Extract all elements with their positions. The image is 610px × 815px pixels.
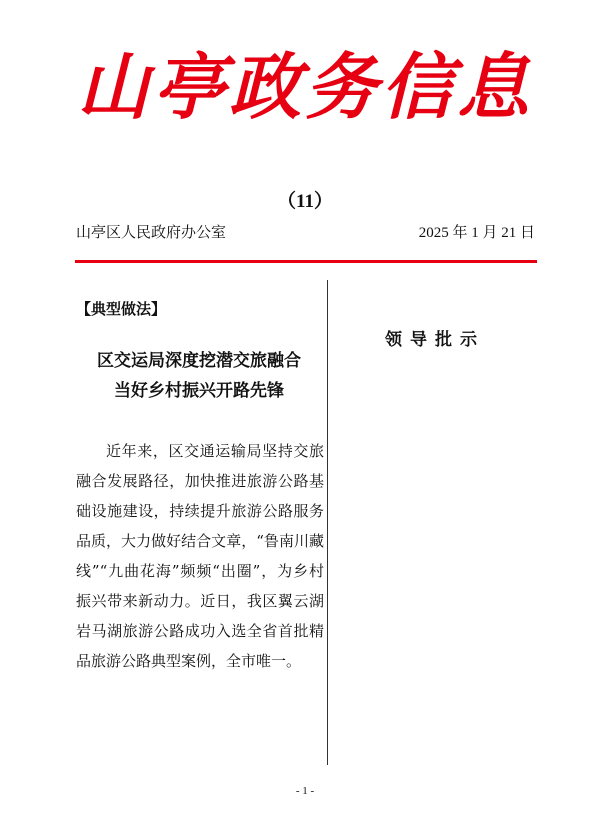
article-body: 近年来，区交通运输局坚持交旅融合发展路径，加快推进旅游公路基础设施建设，持续提升旅游公路服务品质，大力做好结合文章，“鲁南川藏线”“九曲花海”频频“出圈”，为乡村振兴带来新动力。近日，我区翼云湖岩马湖旅游公路成功入选全省首批精品旅游公路典型案例，全市唯一。 (76, 442, 324, 670)
headline-line-1: 区交运局深度挖潜交旅融合 (97, 351, 301, 371)
issue-number: （11） (277, 191, 333, 212)
masthead-title: 山亭政务信息 (76, 44, 533, 129)
issue-date: 2025 年 1 月 21 日 (418, 225, 535, 241)
section-tag: 【典型做法】 (76, 300, 167, 318)
issuing-office: 山亭区人民政府办公室 (76, 223, 227, 241)
page-number: - 1 - (295, 785, 315, 797)
header-divider (75, 260, 537, 263)
article-headline (76, 346, 322, 406)
leader-instructions-title: 领导批示 (385, 330, 485, 350)
column-divider (327, 280, 328, 765)
headline-line-2: 当好乡村振兴开路先锋 (114, 381, 284, 401)
